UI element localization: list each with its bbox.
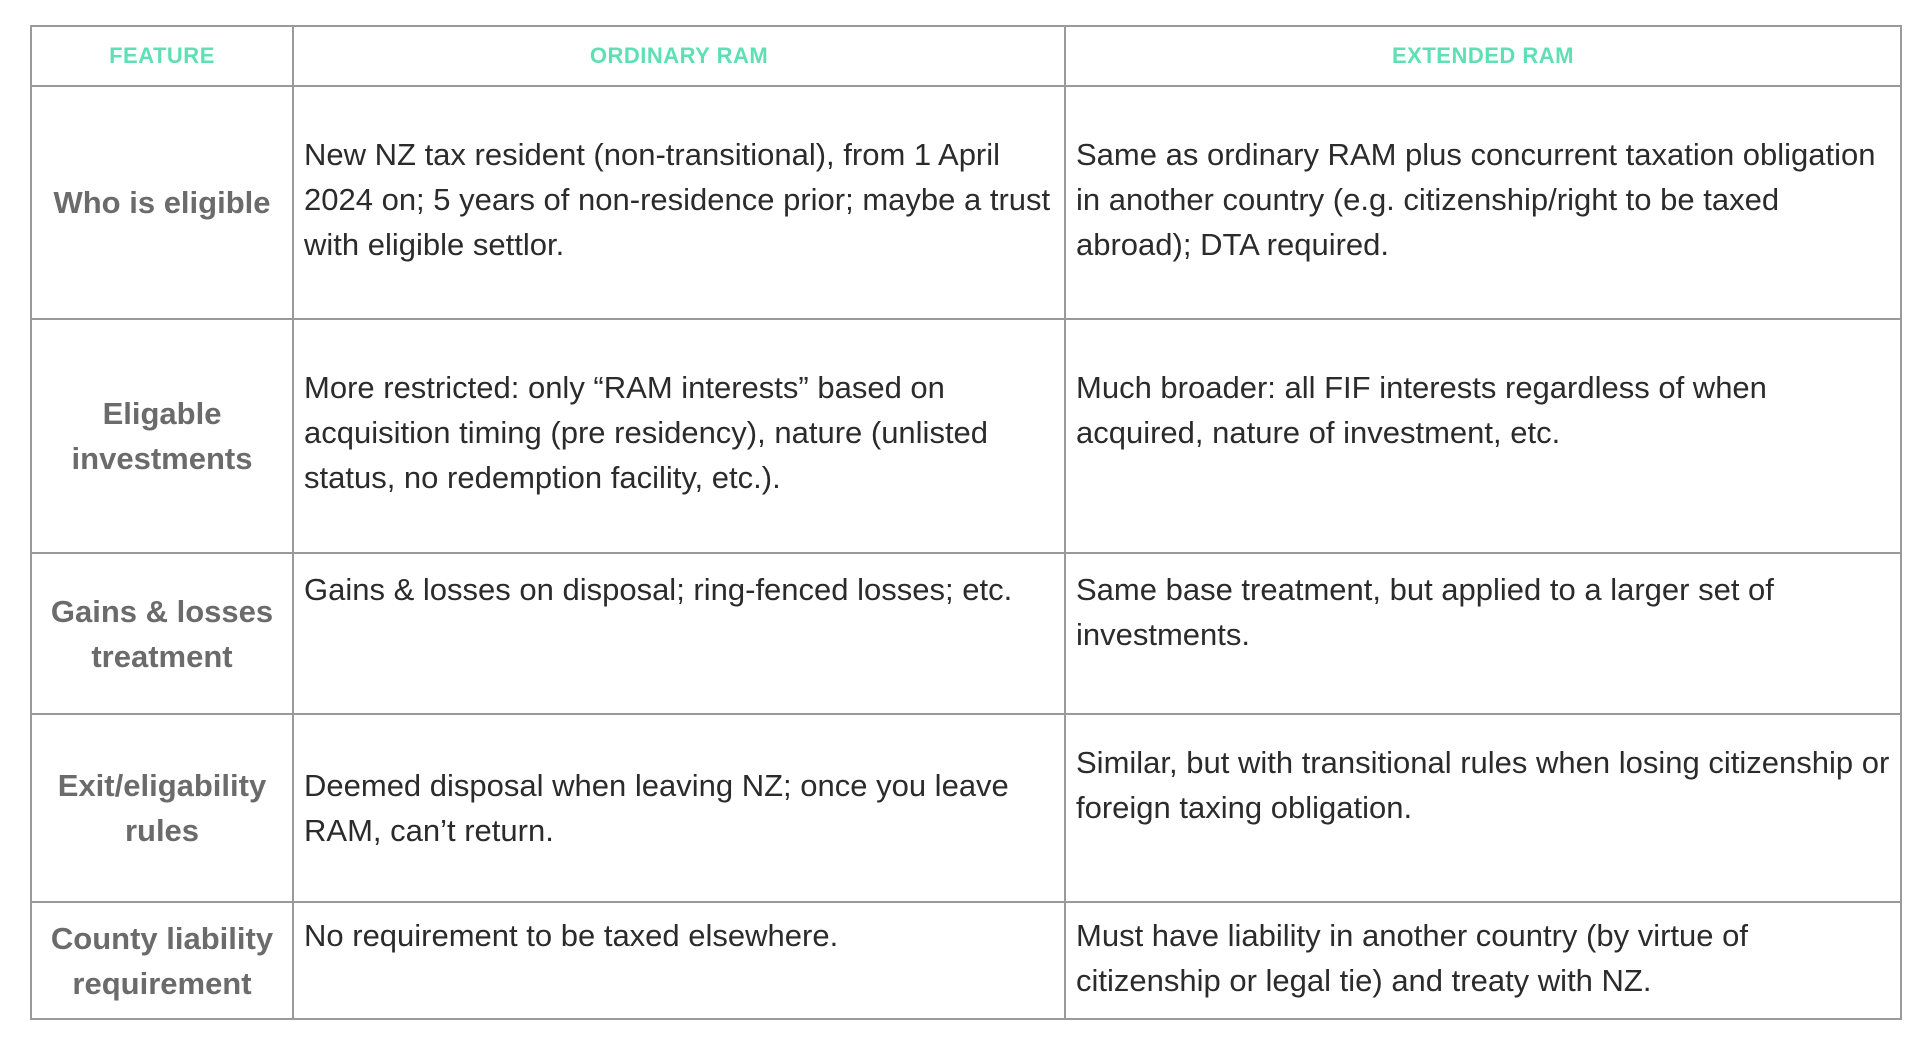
feature-label: County liability requirement [31, 902, 293, 1019]
feature-label: Gains & losses treatment [31, 553, 293, 714]
ordinary-ram-cell: More restricted: only “RAM interests” based on acquisition timing (pre residency), nature (unlisted status, no redemption facility, etc.). [293, 319, 1065, 553]
feature-label: Exit/eligability rules [31, 714, 293, 902]
feature-label: Who is eligible [31, 86, 293, 319]
ram-comparison-table [30, 25, 1902, 1020]
table-row [31, 319, 1901, 553]
table-row [31, 902, 1901, 1019]
extended-ram-cell: Similar, but with transitional rules when losing citizenship or foreign taxing obligation. [1065, 714, 1901, 902]
ordinary-ram-cell: No requirement to be taxed elsewhere. [293, 902, 1065, 1019]
feature-label: Eligable investments [31, 319, 293, 553]
table-row [31, 553, 1901, 714]
extended-ram-cell: Must have liability in another country (by virtue of citizenship or legal tie) and treaty with NZ. [1065, 902, 1901, 1019]
table-row [31, 714, 1901, 902]
header-ordinary-ram: ORDINARY RAM [293, 26, 1065, 86]
ordinary-ram-cell: New NZ tax resident (non-transitional), from 1 April 2024 on; 5 years of non-residence prior; maybe a trust with eligible settlor. [293, 86, 1065, 319]
extended-ram-cell: Same as ordinary RAM plus concurrent taxation obligation in another country (e.g. citizenship/right to be taxed abroad); DTA required. [1065, 86, 1901, 319]
extended-ram-cell: Same base treatment, but applied to a larger set of investments. [1065, 553, 1901, 714]
table-row [31, 86, 1901, 319]
extended-ram-cell: Much broader: all FIF interests regardless of when acquired, nature of investment, etc. [1065, 319, 1901, 553]
header-feature: FEATURE [31, 26, 293, 86]
header-row [31, 26, 1901, 86]
ordinary-ram-cell: Gains & losses on disposal; ring-fenced losses; etc. [293, 553, 1065, 714]
header-extended-ram: EXTENDED RAM [1065, 26, 1901, 86]
ordinary-ram-cell: Deemed disposal when leaving NZ; once you leave RAM, can’t return. [293, 714, 1065, 902]
